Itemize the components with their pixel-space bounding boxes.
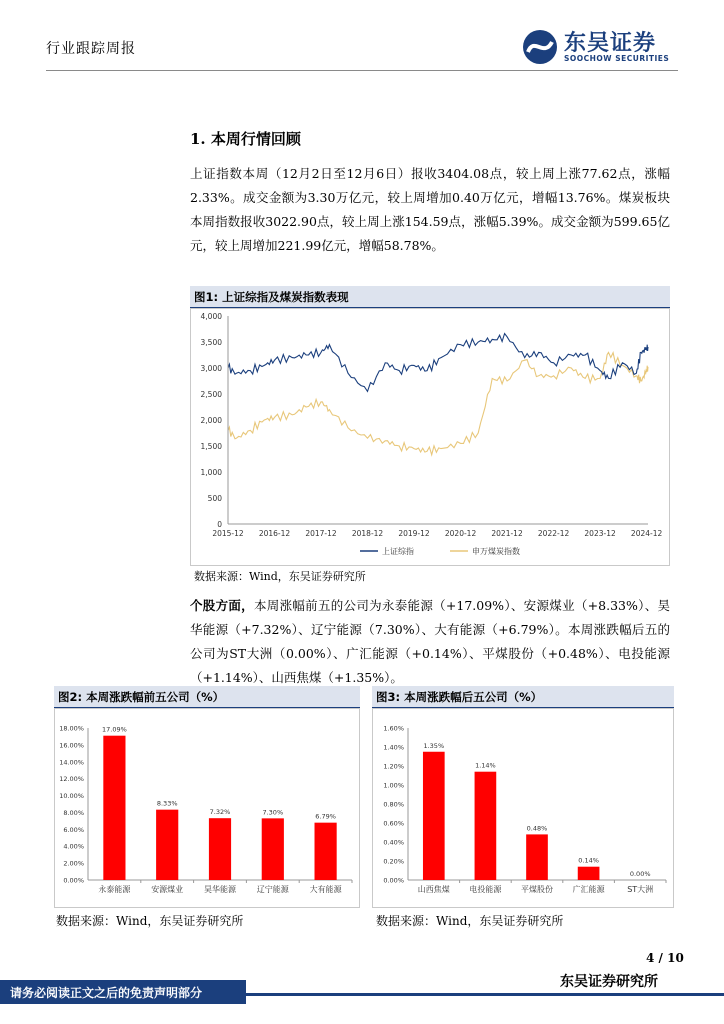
bar-value-label: 8.33% <box>156 799 178 808</box>
top5-bar-chart <box>54 708 360 908</box>
bar-value-label: 7.32% <box>209 808 231 817</box>
legend-label: 申万煤炭指数 <box>472 547 520 556</box>
y-tick-label: 16.00% <box>59 741 84 750</box>
bar-value-label: 1.35% <box>423 741 445 750</box>
figure1-title: 图1: 上证综指及煤炭指数表现 <box>190 286 670 308</box>
x-tick-label: 2019-12 <box>398 529 430 538</box>
figure2-source: 数据来源：Wind，东吴证券研究所 <box>56 914 244 928</box>
category-label: 辽宁能源 <box>256 885 289 894</box>
chart3-frame <box>373 709 674 908</box>
bar <box>103 736 125 880</box>
index-line-chart <box>190 308 670 566</box>
bar-value-label: 17.09% <box>102 725 127 734</box>
bottom5-bar-chart <box>372 708 674 908</box>
category-label: 广汇能源 <box>572 885 605 894</box>
figure1-source: 数据来源：Wind，东吴证券研究所 <box>194 570 366 583</box>
y-tick-label: 500 <box>207 494 222 503</box>
footer-firm-name: 东吴证券研究所 <box>560 974 658 990</box>
bar-value-label: 7.30% <box>262 808 284 817</box>
y-tick-label: 1.40% <box>383 743 404 752</box>
y-tick-label: 1,500 <box>200 442 222 451</box>
bar-value-label: 0.14% <box>578 856 599 865</box>
y-tick-label: 1.60% <box>383 724 404 733</box>
stock-movers-paragraph <box>190 594 670 690</box>
disclaimer-notice: 请务必阅读正文之后的免责声明部分 <box>10 986 203 1000</box>
category-label: 永泰能源 <box>98 885 131 894</box>
x-tick-label: 2017-12 <box>305 529 337 538</box>
bar <box>578 867 600 880</box>
y-tick-label: 14.00% <box>59 758 84 767</box>
footer-divider <box>246 993 724 996</box>
category-label: 大有能源 <box>309 885 342 894</box>
logo-text-cn: 东吴证券 <box>564 31 657 56</box>
x-tick-label: 2020-12 <box>444 529 477 538</box>
category-label: 昊华能源 <box>204 885 236 894</box>
section-title: 1. 本周行情回顾 <box>190 130 301 148</box>
y-tick-label: 2.00% <box>63 859 84 868</box>
x-tick-label: 2018-12 <box>351 529 384 538</box>
bar-value-label: 6.79% <box>315 812 336 821</box>
category-label: 山西焦煤 <box>417 885 450 894</box>
header-divider <box>46 70 678 71</box>
x-tick-label: 2015-12 <box>212 529 244 538</box>
figure3-title: 图3: 本周涨跌幅后五公司（%） <box>372 686 674 708</box>
y-tick-label: 0.20% <box>383 857 404 866</box>
paragraph2-body: 本周涨幅前五的公司为永泰能源（+17.09%）、安源煤业（+8.33%）、昊华能源（+7.32%）、辽宁能源（7.30%）、大有能源（+6.79%）。本周涨跌幅后五的公司为ST大洲（0.00%）、广汇能源（+0.14%）、平煤股份（+0.48%）、电投能源（+1.14%）、山西焦煤（+1.35%）。 <box>190 598 670 685</box>
y-tick-label: 0.80% <box>383 800 404 809</box>
category-label: 安源煤业 <box>151 885 184 894</box>
bar <box>423 752 445 880</box>
bar <box>315 823 337 880</box>
y-tick-label: 4,000 <box>200 312 222 321</box>
chart1-frame <box>191 309 670 566</box>
y-tick-label: 3,000 <box>200 364 222 373</box>
y-tick-label: 0 <box>217 520 222 529</box>
y-tick-label: 4.00% <box>63 842 84 851</box>
chart2-frame <box>55 709 360 908</box>
y-tick-label: 12.00% <box>59 775 84 784</box>
bar <box>526 834 548 880</box>
x-tick-label: 2016-12 <box>258 529 291 538</box>
y-tick-label: 1,000 <box>200 468 222 477</box>
y-tick-label: 0.00% <box>63 876 84 885</box>
bar <box>262 818 284 880</box>
legend-label: 上证综指 <box>382 547 414 556</box>
bar-value-label: 1.14% <box>475 761 496 770</box>
figure2-title: 图2: 本周涨跌幅前五公司（%） <box>54 686 360 708</box>
figure3-source: 数据来源：Wind，东吴证券研究所 <box>376 914 564 928</box>
report-type-label: 行业跟踪周报 <box>46 41 136 57</box>
y-tick-label: 10.00% <box>59 792 84 801</box>
x-tick-label: 2024-12 <box>630 529 663 538</box>
category-label: 电投能源 <box>469 885 502 894</box>
bar <box>475 772 497 880</box>
paragraph2-lead: 个股方面， <box>190 598 254 613</box>
x-tick-label: 2023-12 <box>584 529 616 538</box>
y-tick-label: 1.20% <box>383 762 404 771</box>
y-tick-label: 0.00% <box>383 876 404 885</box>
category-label: 平煤股份 <box>521 885 553 894</box>
page-number: 4 / 10 <box>646 951 684 965</box>
x-tick-label: 2021-12 <box>491 529 523 538</box>
market-review-paragraph: 上证指数本周（12月2日至12月6日）报收3404.08点，较上周上涨77.62点，涨幅2.33%。成交金额为3.30万亿元，较上周增加0.40万亿元，增幅13.76%。煤炭板块本周指数报收3022.90点，较上周上涨154.59点，涨幅5.39%。成交金额为599.65亿元，较上周增加221.99亿元，增幅58.78%。 <box>190 166 670 253</box>
bar <box>209 818 231 880</box>
y-tick-label: 3,500 <box>200 338 222 347</box>
y-tick-label: 2,500 <box>200 390 222 399</box>
y-tick-label: 18.00% <box>59 724 84 733</box>
y-tick-label: 8.00% <box>63 808 84 817</box>
x-tick-label: 2022-12 <box>537 529 570 538</box>
category-label: ST大洲 <box>627 885 654 894</box>
bar-value-label: 0.48% <box>526 824 548 833</box>
y-tick-label: 2,000 <box>200 416 222 425</box>
y-tick-label: 6.00% <box>63 825 84 834</box>
bar <box>156 810 178 880</box>
y-tick-label: 0.40% <box>383 838 404 847</box>
logo-text-en: SOOCHOW SECURITIES <box>564 54 670 63</box>
bar-value-label: 0.00% <box>629 870 651 878</box>
y-tick-label: 1.00% <box>383 781 404 790</box>
y-tick-label: 0.60% <box>383 819 404 828</box>
